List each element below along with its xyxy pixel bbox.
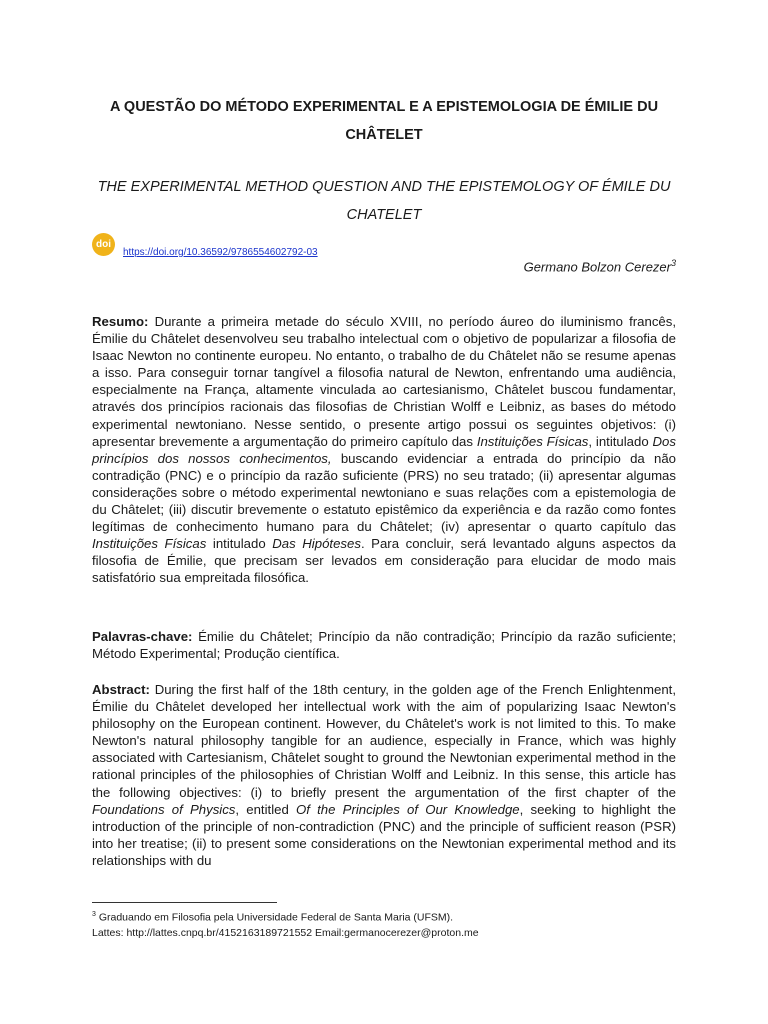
resumo-paragraph	[92, 313, 676, 587]
abstract-italic-2: Of the Principles of Our Knowledge	[296, 801, 520, 817]
keywords-paragraph	[92, 628, 676, 662]
author-name-text: Germano Bolzon Cerezer	[523, 259, 671, 275]
abstract-text-1: During the first half of the 18th century, in the golden age of the French Enlightenment, Émilie du Châtelet developed her intellectual work with the aim of popularizing Isaac Newton's philosophy on the European continent. However, du Châtelet's work is not limited to this. To make Newton's natural philosophy tangible for an audience, especially in France, which was highly associated with Cartesianism, Châtelet sought to ground the Newtonian experimental method in the rational principles of the philosophies of Christian Wolff and Leibniz. In this sense, this article has the following objectives: (i) to briefly present the argumentation of the first chapter of the	[92, 682, 676, 800]
footnote-divider	[92, 902, 277, 903]
title-portuguese: A QUESTÃO DO MÉTODO EXPERIMENTAL E A EPISTEMOLOGIA DE ÉMILIE DU CHÂTELET	[109, 99, 659, 143]
title-english: THE EXPERIMENTAL METHOD QUESTION AND THE EPISTEMOLOGY OF ÉMILE DU CHATELET	[97, 179, 671, 223]
doi-icon: doi	[92, 233, 115, 256]
resumo-label: Resumo:	[92, 314, 149, 329]
footnote-mark: 3	[92, 911, 96, 918]
resumo-italic-1: Instituições Físicas	[476, 433, 589, 449]
resumo-italic-2: Dos princípios dos nossos conhecimentos,	[92, 433, 676, 466]
resumo-italic-3: Instituições Físicas	[92, 536, 207, 552]
footnote-line-1	[92, 907, 692, 926]
abstract-italic-1: Foundations of Physics	[92, 801, 236, 817]
resumo-text-1: Durante a primeira metade do século XVIII, no período áureo do iluminismo francês, Émilie du Châtelet desenvolveu seu trabalho intelectual com o objetivo de popularizar a filosofia de Isaac Newton no continente europeu. No entanto, o trabalho de du Châtelet não se resume apenas a isso. Para conseguir tornar tangível a filosofia natural de Newton, enfrentando uma audiência, especialmente na França, altamente vinculada ao cartesianismo, Châtelet buscou fundamentar, através dos princípios racionais das filosofias de Christian Wolff e Leibniz, as bases do método experimental newtoniano. Nesse sentido, o presente artigo possui os seguintes objetivos: (i) apresentar brevemente a argumentação do primeiro capítulo das	[92, 314, 677, 449]
resumo-text-5: . Para concluir, será levantado alguns aspectos da filosofia de Émilie, que precisam ser levados em consideração para elucidar de modo mais satisfatório sua empreitada filosófica.	[92, 536, 676, 586]
footnote	[92, 907, 692, 942]
author-name	[524, 258, 676, 274]
footnote-line-1-text: Graduando em Filosofia pela Universidade Federal de Santa Maria (UFSM).	[98, 911, 454, 924]
abstract-text-2: , entitled	[235, 801, 289, 817]
resumo-text-2: , intitulado	[588, 433, 649, 449]
resumo-italic-4: Das Hipóteses	[272, 536, 361, 552]
keywords-label: Palavras-chave:	[92, 629, 193, 644]
author-footnote-mark: 3	[670, 258, 676, 268]
resumo-text-4: intitulado	[212, 536, 266, 552]
resumo-text-3: buscando evidenciar a entrada do princípio da não contradição (PNC) e o princípio da razão suficiente (PRS) no seu tratado; (ii) apresentar algumas considerações sobre o método experimental newtoniano e suas relações com a epistemologia de du Châtelet; (iii) discutir brevemente o estatuto epistêmico da experiência e da razão como fontes legítimas de conhecimento humano para du Châtelet; (iv) apresentar o quarto capítulo das	[92, 450, 677, 535]
abstract-paragraph	[92, 681, 676, 869]
abstract-text-3: , seeking to highlight the introduction of the principle of non-contradiction (PNC) and the principle of sufficient reason (PSR) into her treatise; (ii) to present some considerations on the Newtonian experimental method and its relationships with du	[92, 801, 676, 868]
keywords-text: Émilie du Châtelet; Princípio da não contradição; Princípio da razão suficiente; Método Experimental; Produção científica.	[92, 629, 676, 662]
doi-link[interactable]: https://doi.org/10.36592/9786554602792-03	[123, 247, 318, 258]
abstract-label: Abstract:	[92, 682, 150, 697]
footnote-line-2: Lattes: http://lattes.cnpq.br/4152163189721552 Email:germanocerezer@proton.me	[92, 927, 479, 939]
